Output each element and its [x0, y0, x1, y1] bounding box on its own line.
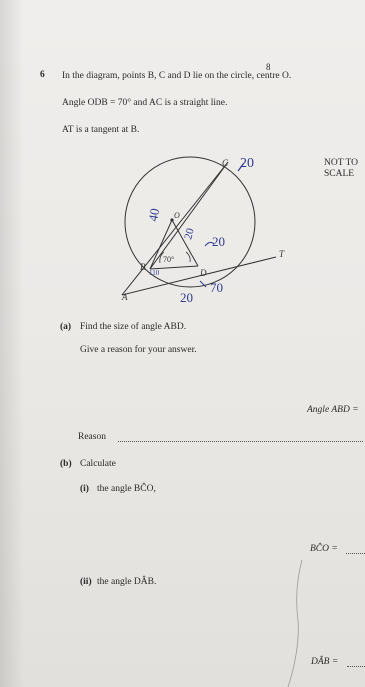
part-a-answer-label: Angle ABD = [307, 405, 359, 415]
part-b-prompt: Calculate [80, 459, 116, 469]
handwritten-20-top: 20 [240, 156, 254, 171]
chord-bc [150, 162, 228, 269]
part-b-ii-label: (ii) [80, 577, 92, 587]
part-a-reason-label: Reason [78, 432, 106, 442]
part-b-i-prompt: the angle BĈO, [97, 484, 156, 494]
page-number: 8 [266, 62, 271, 72]
handwritten-20-right: 20 [212, 234, 225, 249]
point-d-label: D [200, 268, 207, 278]
part-a-reason-prompt: Give a reason for your answer. [80, 345, 197, 355]
handwritten-20-radius: 20 [182, 227, 197, 241]
point-o-label: O [174, 211, 180, 220]
question-number: 6 [40, 70, 45, 80]
handwritten-70: 70 [210, 280, 223, 295]
handwritten-40: 40 [145, 207, 163, 223]
part-b-ii-answer-label: DÂB = [311, 657, 339, 667]
radius-od [172, 220, 198, 266]
angle-70-label: 70° [163, 255, 175, 264]
part-a-label: (a) [60, 322, 72, 332]
handwritten-20-bottom: 20 [180, 290, 193, 305]
point-a-label: A [122, 292, 128, 302]
paper-crease [280, 560, 340, 687]
point-c-label: C [222, 158, 229, 168]
part-b-ii-prompt: the angle DÂB. [97, 577, 157, 587]
part-b-label: (b) [60, 459, 72, 469]
point-b-label: B [140, 262, 146, 272]
question-intro-line1: In the diagram, points B, C and D lie on the circle, centre O. [62, 71, 292, 81]
not-to-scale-line1: NOT TO [324, 158, 359, 168]
question-intro-line2: Angle ODB = 70° and AC is a straight line. [62, 98, 228, 108]
point-t-label: T [279, 249, 285, 259]
reason-answer-line[interactable] [118, 441, 363, 442]
part-b-i-answer-label: BĈO = [310, 544, 338, 554]
question-intro-line3: AT is a tangent at B. [62, 125, 140, 135]
part-b-i-answer-line[interactable] [346, 553, 365, 554]
part-b-ii-answer-line[interactable] [347, 666, 365, 667]
part-b-i-label: (i) [80, 484, 89, 494]
not-to-scale-line2: SCALE [324, 169, 355, 179]
angle-arc-d [186, 252, 190, 262]
part-a-prompt: Find the size of angle ABD. [80, 322, 187, 332]
line-ac [122, 162, 228, 295]
handwritten-110: 110 [149, 269, 160, 277]
